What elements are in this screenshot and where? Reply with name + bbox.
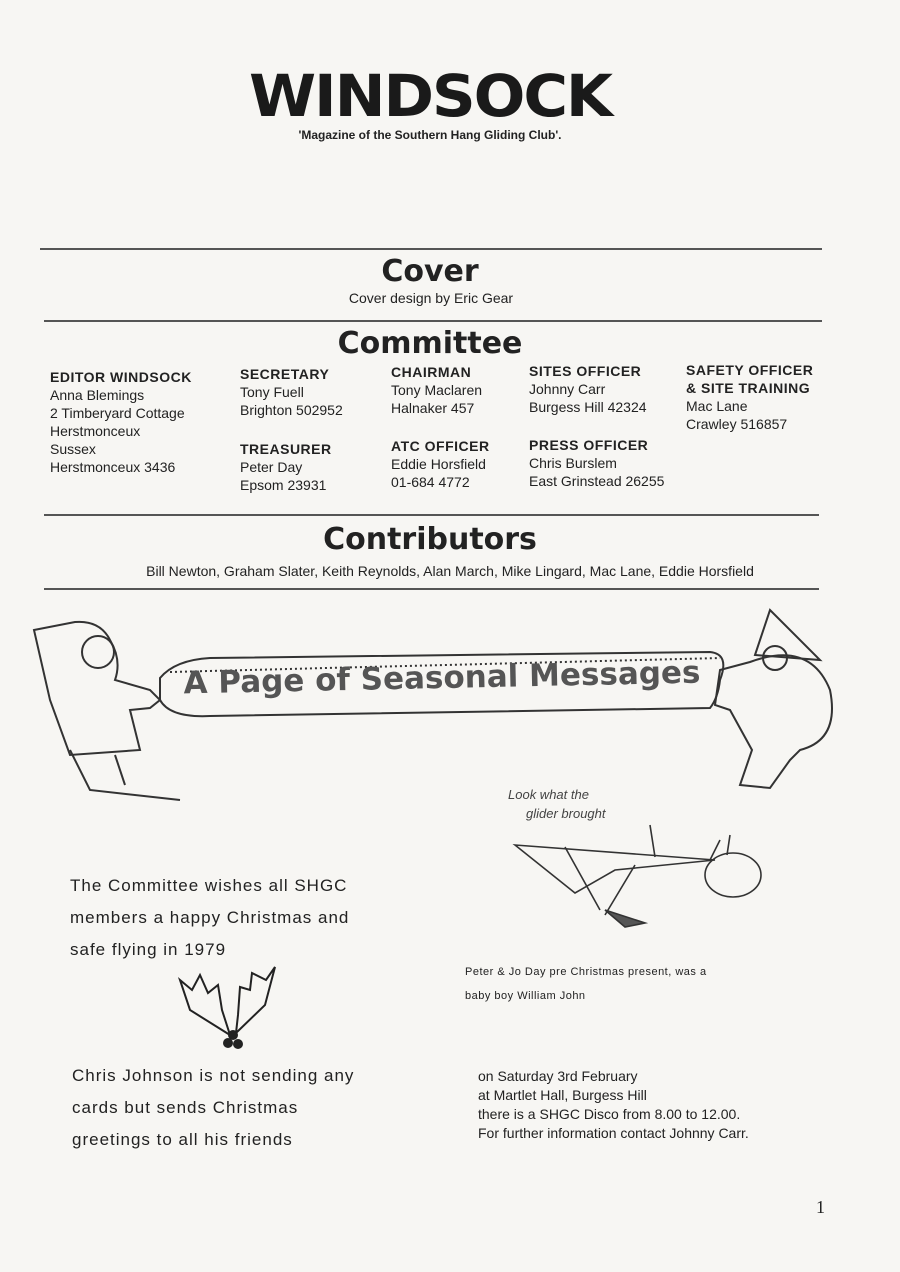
contact-line: Herstmonceux 3436: [50, 459, 176, 475]
contact-line: 2 Timberyard Cottage: [50, 405, 185, 421]
contact-line: 01-684 4772: [391, 474, 470, 490]
contact-line: Johnny Carr: [529, 381, 606, 397]
message-line: For further information contact Johnny Carr.: [478, 1125, 749, 1141]
message-line: Chris Johnson is not sending any: [72, 1066, 355, 1085]
chris-johnson-message: [72, 1060, 432, 1156]
role-title: SECRETARY: [240, 366, 330, 382]
contributors-list: Bill Newton, Graham Slater, Keith Reynolds, Alan March, Mike Lingard, Mac Lane, Eddie Horsfield: [146, 563, 754, 579]
masthead: [240, 62, 620, 142]
contact-line: Mac Lane: [686, 398, 748, 414]
contact-line: Anna Blemings: [50, 387, 145, 403]
cover-credit: Cover design by Eric Gear: [348, 290, 514, 306]
committee-message: [70, 870, 430, 966]
banner-text: A Page of Seasonal Messages: [183, 654, 701, 702]
windsock-logo: WINDSOCK: [248, 62, 612, 130]
divider: [44, 514, 819, 516]
baby-announcement: [465, 960, 785, 1008]
role-title: PRESS OFFICER: [529, 437, 649, 453]
committee-editor: [50, 368, 230, 476]
message-line: at Martlet Hall, Burgess Hill: [478, 1087, 647, 1103]
contact-line: Brighton 502952: [240, 402, 343, 418]
glider-note-line1: Look what the: [508, 787, 589, 802]
committee-safety: [686, 361, 836, 433]
role-title: ATC OFFICER: [391, 438, 490, 454]
committee-press: [529, 436, 689, 490]
committee-chairman: [391, 363, 526, 417]
contact-line: Eddie Horsfield: [391, 456, 486, 472]
divider: [40, 248, 822, 250]
page-number: 1: [816, 1197, 825, 1217]
message-line: on Saturday 3rd February: [478, 1068, 638, 1084]
contact-line: Sussex: [50, 441, 96, 457]
message-line: there is a SHGC Disco from 8.00 to 12.00.: [478, 1106, 741, 1122]
committee-atc: [391, 437, 526, 491]
hang-glider-drawing: [505, 815, 775, 945]
contact-line: East Grinstead 26255: [529, 473, 665, 489]
divider: [44, 320, 822, 322]
role-title: EDITOR WINDSOCK: [50, 369, 192, 385]
message-line: baby boy William John: [465, 990, 586, 1002]
left-santa-body: [34, 622, 160, 755]
role-title: CHAIRMAN: [391, 364, 472, 380]
committee-heading: Committee: [337, 326, 523, 361]
contact-line: Tony Fuell: [240, 384, 304, 400]
disco-announcement: [478, 1067, 838, 1143]
contributors-heading: Contributors: [323, 522, 537, 557]
divider: [44, 588, 819, 590]
glider-note-line2: glider brought: [526, 806, 606, 821]
contact-line: Burgess Hill 42324: [529, 399, 647, 415]
contact-line: Tony Maclaren: [391, 382, 483, 398]
message-line: safe flying in 1979: [70, 940, 227, 959]
message-line: Peter & Jo Day pre Christmas present, was a: [465, 966, 707, 978]
committee-sites: [529, 362, 684, 416]
cover-heading: Cover: [381, 254, 479, 289]
contact-line: Chris Burslem: [529, 455, 617, 471]
role-title: SAFETY OFFICER: [686, 362, 814, 378]
message-line: members a happy Christmas and: [70, 908, 350, 927]
contact-line: Epsom 23931: [240, 477, 327, 493]
contact-line: Crawley 516857: [686, 416, 788, 432]
committee-treasurer: [240, 440, 385, 494]
message-line: cards but sends Christmas: [72, 1098, 299, 1117]
message-line: The Committee wishes all SHGC: [70, 876, 348, 895]
santa-banner-illustration: [30, 600, 850, 810]
contact-line: Peter Day: [240, 459, 303, 475]
right-santa-body: [715, 655, 832, 788]
committee-secretary: [240, 365, 385, 419]
holly-icon: [170, 955, 300, 1055]
message-line: greetings to all his friends: [72, 1130, 293, 1149]
masthead-tagline: 'Magazine of the Southern Hang Gliding Club'.: [298, 128, 562, 142]
contact-line: Herstmonceux: [50, 423, 141, 439]
role-title: & SITE TRAINING: [686, 380, 811, 396]
contact-line: Halnaker 457: [391, 400, 475, 416]
role-title: TREASURER: [240, 441, 332, 457]
role-title: SITES OFFICER: [529, 363, 642, 379]
